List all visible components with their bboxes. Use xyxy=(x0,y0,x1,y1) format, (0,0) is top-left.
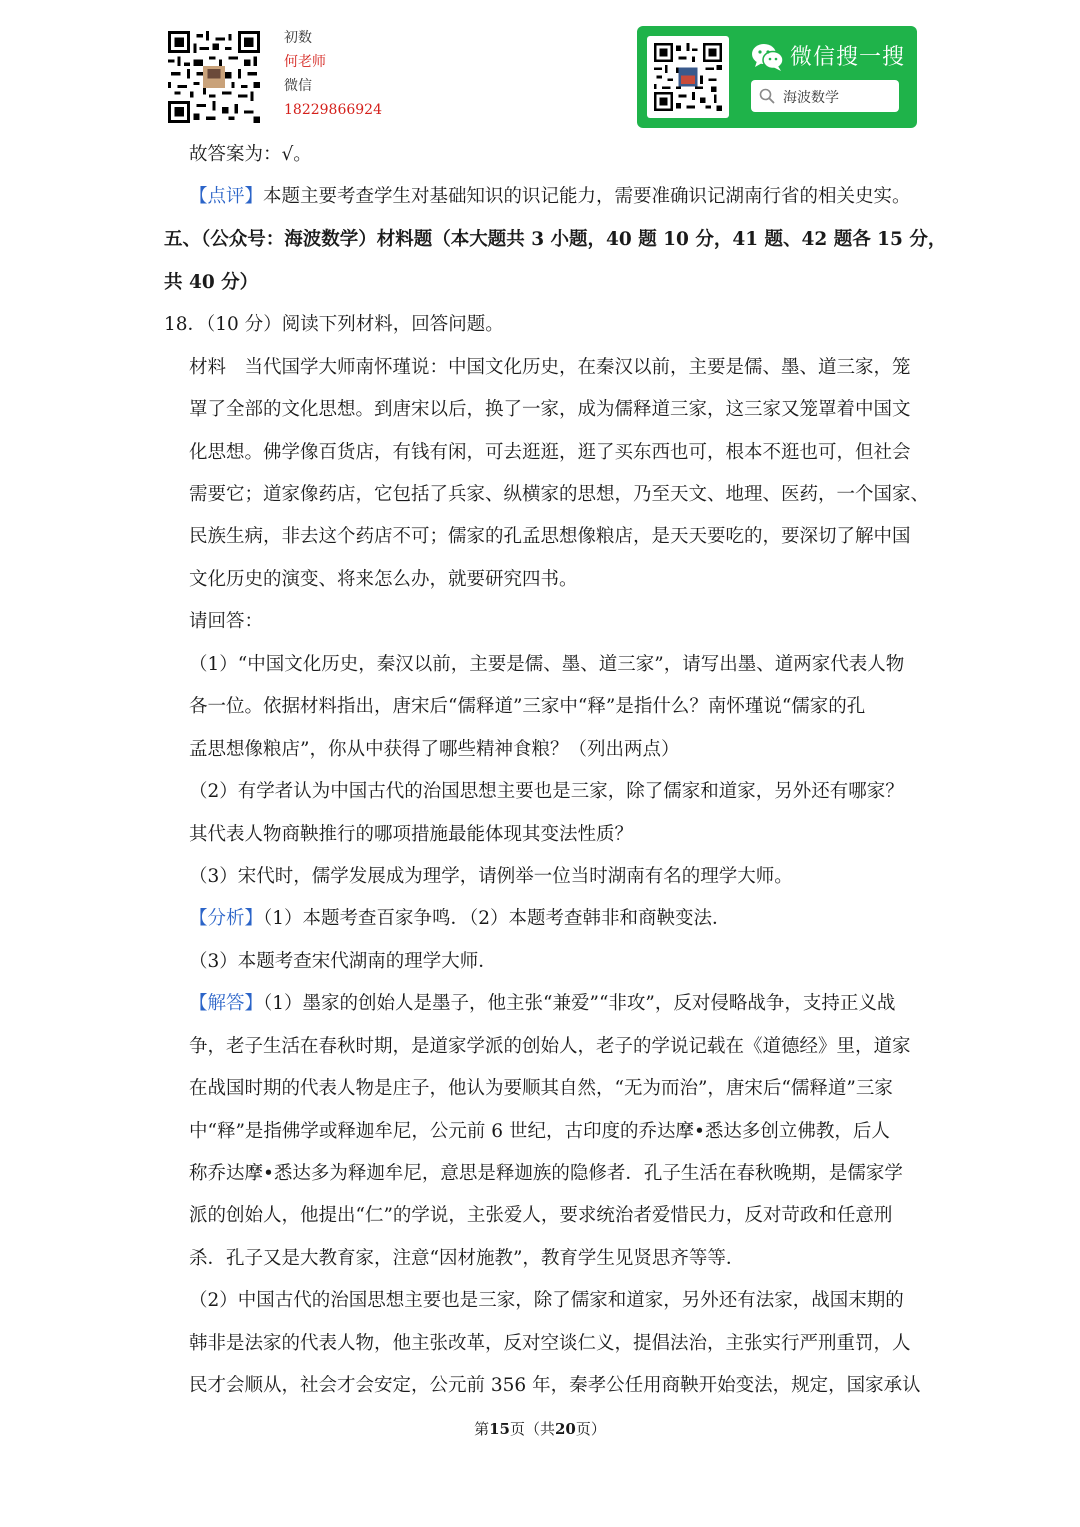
sub-question-1-cont: 各一位。依据材料指出，唐宋后“儒释道”三家中“释”是指什么？南怀瑾说“儒家的孔 xyxy=(189,696,866,717)
solution-line: 派的创始人，他提出“仁”的学说，主张爱人，要求统治者爱惜民力，反对苛政和任意刑 xyxy=(189,1205,893,1226)
solution-tag: 【解答】 xyxy=(189,993,264,1014)
analysis-tag: 【分析】 xyxy=(189,908,264,929)
material-line: 罩了全部的文化思想。到唐宋以后，换了一家，成为儒释道三家，这三家又笼罩着中国文 xyxy=(189,399,911,420)
footer-suffix: 页） xyxy=(575,1420,606,1438)
material-line: 文化历史的演变、将来怎么办，就要研究四书。 xyxy=(189,569,578,590)
solution-line: 争，老子生活在春秋时期，是道家学派的创始人，老子的学说记载在《道德经》里，道家 xyxy=(189,1036,911,1057)
solution-line: 称乔达摩•悉达多为释迦牟尼，意思是释迦族的隐修者．孔子生活在春秋晚期，是儒家学 xyxy=(189,1163,903,1184)
sub-question-2-cont: 其代表人物商鞅推行的哪项措施最能体现其变法性质？ xyxy=(189,824,634,845)
section-heading-cont: 共 40 分） xyxy=(164,272,259,293)
solution-text: （1）墨家的创始人是墨子，他主张“兼爱”“非攻”，反对侵略战争，支持正义战 xyxy=(263,993,896,1014)
prompt-line: 请回答： xyxy=(189,611,264,632)
sub-question-1-cont: 孟思想像粮店”，你从中获得了哪些精神食粮？（列出两点） xyxy=(189,739,680,760)
teacher-contact-info xyxy=(284,26,382,122)
search-icon xyxy=(759,88,775,104)
material-line: 材料 当代国学大师南怀瑾说：中国文化历史，在秦汉以前，主要是儒、墨、道三家，笼 xyxy=(189,357,911,378)
solution-line: 中“释”是指佛学或释迦牟尼，公元前 6 世纪，古印度的乔达摩•悉达多创立佛教，后人 xyxy=(189,1121,890,1142)
footer-middle: 页（共 xyxy=(509,1420,555,1438)
solution-paragraph xyxy=(189,989,895,1015)
analysis-paragraph xyxy=(189,904,731,930)
wechat-search-box[interactable] xyxy=(751,80,899,112)
contact-phone: 18229866924 xyxy=(284,102,382,118)
wechat-qr-frame xyxy=(647,36,729,118)
wechat-search-title: 微信搜一搜 xyxy=(790,45,906,70)
solution-line: （2）中国古代的治国思想主要也是三家，除了儒家和道家，另外还有法家，战国末期的 xyxy=(189,1290,904,1311)
analysis-line: （3）本题考查宋代湖南的理学大师． xyxy=(189,951,497,972)
question-title: 18．（10 分）阅读下列材料，回答问题。 xyxy=(164,314,504,335)
wechat-search-banner[interactable] xyxy=(637,26,917,128)
solution-line: 在战国时期的代表人物是庄子，他认为要顺其自然，“无为而治”，唐宋后“儒释道”三家 xyxy=(189,1078,893,1099)
solution-line: 韩非是法家的代表人物，他主张改革，反对空谈仁义，提倡法治，主张实行严刑重罚，人 xyxy=(189,1333,911,1354)
solution-line: 民才会顺从，社会才会安定，公元前 356 年，秦孝公任用商鞅开始变法，规定，国家承认 xyxy=(189,1375,921,1396)
material-line: 需要它；道家像药店，它包括了兵家、纵横家的思想，乃至天文、地理、医药，一个国家、 xyxy=(189,484,930,505)
wechat-search-query: 海波数学 xyxy=(783,90,839,106)
contact-wechat-label: 微信 xyxy=(284,78,312,94)
wechat-qr-code xyxy=(654,43,722,111)
contact-subject: 初数 xyxy=(284,30,312,46)
total-pages: 20 xyxy=(555,1420,576,1438)
comment-text: 本题主要考查学生对基础知识的识记能力，需要准确识记湖南行省的相关史实。 xyxy=(263,186,911,207)
wechat-logo-icon xyxy=(751,42,785,72)
page-number: 15 xyxy=(489,1420,510,1438)
material-line: 民族生病，非去这个药店不可；儒家的孔孟思想像粮店，是天天要吃的，要深切了解中国 xyxy=(189,526,911,547)
solution-line: 杀．孔子又是大教育家，注意“因材施教”，教育学生见贤思齐等等． xyxy=(189,1248,745,1269)
sub-question-2: （2）有学者认为中国古代的治国思想主要也是三家，除了儒家和道家，另外还有哪家？ xyxy=(189,781,904,802)
contact-qr-code xyxy=(168,31,260,123)
comment-tag: 【点评】 xyxy=(189,186,264,207)
page-footer xyxy=(0,1418,1080,1439)
analysis-text: （1）本题考查百家争鸣．（2）本题考查韩非和商鞅变法． xyxy=(263,908,731,929)
comment-paragraph xyxy=(189,182,911,208)
answer-line: 故答案为：√。 xyxy=(189,144,312,165)
section-heading: 五、（公众号：海波数学）材料题（本大题共 3 小题，40 题 10 分，41 题、42 题各 15 分， xyxy=(164,229,947,250)
material-line: 化思想。佛学像百货店，有钱有闲，可去逛逛，逛了买东西也可，根本不逛也可，但社会 xyxy=(189,442,911,463)
footer-prefix: 第 xyxy=(474,1420,490,1438)
contact-teacher-name: 何老师 xyxy=(284,54,326,70)
sub-question-1: （1）“中国文化历史，秦汉以前，主要是儒、墨、道三家”，请写出墨、道两家代表人物 xyxy=(189,654,905,675)
sub-question-3: （3）宋代时，儒学发展成为理学，请例举一位当时湖南有名的理学大师。 xyxy=(189,866,793,887)
